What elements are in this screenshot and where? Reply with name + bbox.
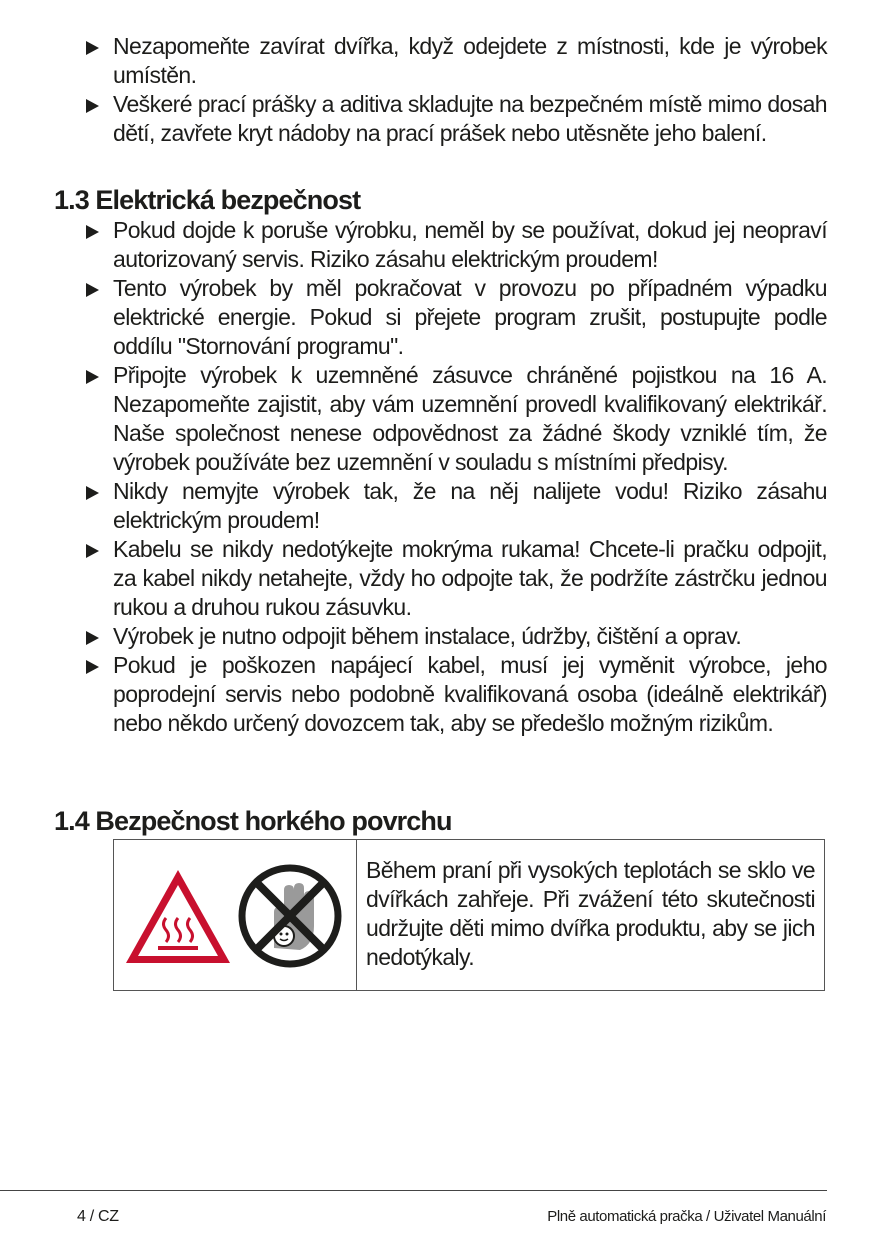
no-touch-children-icon xyxy=(242,868,338,964)
bullet-triangle-icon xyxy=(86,283,99,297)
list-item: Tento výrobek by měl pokračovat v provozu po případném výpadku elektrické energie. Pokud si přejete program zrušit, postupujte podle oddílu "Stornování programu". xyxy=(0,274,874,361)
list-item: Pokud je poškozen napájecí kabel, musí jej vyměnit výrobce, jeho poprodejní servis nebo podobně kvalifikovaná osoba (ideálně elektrikář) nebo někdo určený dovozcem tak, aby se předešlo možným rizikům. xyxy=(0,651,874,738)
hot-surface-warning-box xyxy=(113,839,825,991)
section-heading-hot-surface: 1.4 Bezpečnost horkého povrchu xyxy=(54,806,452,836)
electrical-bullet-list xyxy=(0,216,874,738)
list-item: Výrobek je nutno odpojit během instalace, údržby, čištění a oprav. xyxy=(0,622,874,651)
top-bullet-list xyxy=(0,32,874,148)
list-item: Pokud dojde k poruše výrobku, neměl by se používat, dokud jej neopraví autorizovaný servis. Riziko zásahu elektrickým proudem! xyxy=(0,216,874,274)
section-heading-electrical: 1.3 Elektrická bezpečnost xyxy=(54,185,361,215)
bullet-triangle-icon xyxy=(86,631,99,645)
bullet-triangle-icon xyxy=(86,370,99,384)
footer-document-title: Plně automatická pračka / Uživatel Manuální xyxy=(547,1208,826,1225)
bullet-triangle-icon xyxy=(86,660,99,674)
bullet-triangle-icon xyxy=(86,41,99,55)
warning-icons xyxy=(114,840,356,990)
bullet-triangle-icon xyxy=(86,225,99,239)
bullet-triangle-icon xyxy=(86,486,99,500)
list-item: Nikdy nemyjte výrobek tak, že na něj nalijete vodu! Riziko zásahu elektrickým proudem! xyxy=(0,477,874,535)
list-item: Nezapomeňte zavírat dvířka, když odejdete z místnosti, kde je výrobek umístěn. xyxy=(0,32,874,90)
hot-surface-warning-icon xyxy=(126,870,230,963)
bullet-triangle-icon xyxy=(86,99,99,113)
list-item: Kabelu se nikdy nedotýkejte mokrýma rukama! Chcete-li pračku odpojit, za kabel nikdy netahejte, vždy ho odpojte tak, že podržíte zástrčku jednou rukou a druhou rukou zásuvku. xyxy=(0,535,874,622)
list-item: Připojte výrobek k uzemněné zásuvce chráněné pojistkou na 16 A. Nezapomeňte zajistit, aby vám uzemnění provedl kvalifikovaný elektrikář. Naše společnost nenese odpovědnost za žádné škody vzniklé tím, že výrobek používáte bez uzemnění v souladu s místními předpisy. xyxy=(0,361,874,477)
bullet-triangle-icon xyxy=(86,544,99,558)
list-item: Veškeré prací prášky a aditiva skladujte na bezpečném místě mimo dosah dětí, zavřete kryt nádoby na prací prášek nebo utěsněte jeho balení. xyxy=(0,90,874,148)
hot-surface-warning-text: Během praní při vysokých teplotách se sklo ve dvířkách zahřeje. Při zvážení této skutečnosti udržujte děti mimo dvířka produktu, aby se jich nedotýkaly. xyxy=(366,857,815,970)
footer-divider xyxy=(0,1190,827,1191)
warning-icons-cell xyxy=(114,840,357,990)
footer-page-number: 4 / CZ xyxy=(77,1208,119,1225)
